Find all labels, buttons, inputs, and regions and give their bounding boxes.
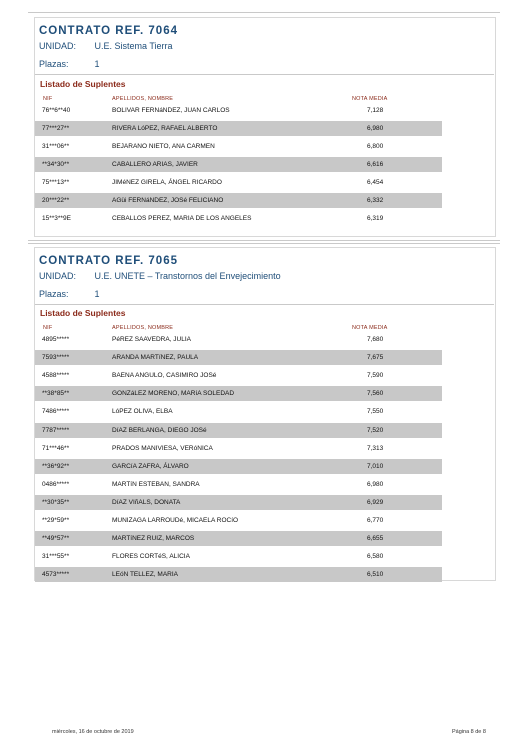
nif-cell: 7593***** bbox=[42, 354, 70, 362]
table-row bbox=[35, 332, 442, 347]
contract-title: CONTRATO REF. 7064 bbox=[39, 25, 178, 37]
name-cell: LEóN TELLEZ, MARIA bbox=[112, 571, 178, 579]
name-cell: RIVERA LóPEZ, RAFAEL ALBERTO bbox=[112, 125, 218, 132]
grade-cell: 7,590 bbox=[367, 372, 384, 380]
table-row bbox=[35, 139, 442, 154]
grade-cell: 6,929 bbox=[367, 498, 384, 506]
grade-cell: 7,010 bbox=[367, 462, 384, 470]
grade-cell: 6,510 bbox=[367, 571, 384, 579]
nif-cell: 7787***** bbox=[42, 426, 70, 434]
grade-cell: 7,560 bbox=[367, 390, 384, 398]
grade-cell: 6,454 bbox=[367, 179, 384, 186]
grade-cell: 6,980 bbox=[367, 125, 384, 132]
grade-cell: 7,128 bbox=[367, 107, 384, 114]
name-cell: ARANDA MARTíNEZ, PAULA bbox=[112, 354, 199, 362]
table-row bbox=[35, 157, 442, 172]
table-row bbox=[35, 386, 442, 401]
top-divider bbox=[28, 12, 500, 13]
nif-cell: **34*30** bbox=[42, 161, 70, 168]
contract-title: CONTRATO REF. 7065 bbox=[39, 255, 178, 267]
table-row bbox=[35, 567, 442, 582]
nif-cell: 0486***** bbox=[42, 480, 70, 488]
nif-cell: **36*92** bbox=[42, 462, 70, 470]
table-row bbox=[35, 531, 442, 546]
table-row bbox=[35, 459, 442, 474]
name-cell: LóPEZ OLIVA, ELBA bbox=[112, 408, 173, 416]
grade-cell: 6,319 bbox=[367, 215, 384, 222]
col-header-name: APELLIDOS, NOMBRE bbox=[112, 96, 174, 102]
table-row bbox=[35, 441, 442, 456]
table-row bbox=[35, 121, 442, 136]
nif-cell: **38*85** bbox=[42, 390, 70, 398]
nif-cell: **30*35** bbox=[42, 498, 70, 506]
col-header-name: APELLIDOS, NOMBRE bbox=[112, 325, 174, 331]
grade-cell: 6,770 bbox=[367, 517, 384, 524]
nif-cell: 15**3**9E bbox=[42, 215, 71, 222]
table-row bbox=[35, 513, 442, 528]
unidad-label: UNIDAD: bbox=[39, 41, 77, 51]
table-row bbox=[35, 211, 442, 226]
name-cell: BOLIVAR FERNáNDEZ, JUAN CARLOS bbox=[112, 107, 230, 114]
table-row bbox=[35, 495, 442, 510]
name-cell: DíAZ BERLANGA, DIEGO JOSé bbox=[112, 426, 207, 434]
table-row bbox=[35, 368, 442, 383]
nif-cell: 4895***** bbox=[42, 336, 70, 343]
plazas-label: Plazas: bbox=[39, 289, 69, 299]
table-row bbox=[35, 193, 442, 208]
section-divider bbox=[35, 304, 494, 305]
grade-cell: 7,550 bbox=[367, 408, 384, 416]
table-row bbox=[35, 549, 442, 564]
name-cell: MARTíN ESTEBAN, SANDRA bbox=[112, 480, 200, 488]
name-cell: PRADOS MANIVIESA, VERóNICA bbox=[112, 444, 213, 452]
grade-cell: 7,520 bbox=[367, 426, 384, 434]
name-cell: BAENA ANGULO, CASIMIRO JOSé bbox=[112, 372, 217, 380]
unidad-line bbox=[39, 41, 173, 51]
plazas-value: 1 bbox=[94, 59, 100, 69]
name-cell: CEBALLOS PEREZ, MARIA DE LOS ANGELES bbox=[112, 215, 252, 222]
name-cell: GARCíA ZAFRA, ÁLVARO bbox=[112, 462, 189, 470]
table-row bbox=[35, 423, 442, 438]
contract-divider bbox=[28, 243, 500, 244]
table-row bbox=[35, 477, 442, 492]
grade-cell: 7,313 bbox=[367, 444, 384, 452]
nif-cell: 71***46** bbox=[42, 444, 70, 452]
nif-cell: 75***13** bbox=[42, 179, 70, 186]
name-cell: FLORES CORTéS, ALICIA bbox=[112, 553, 190, 561]
nif-cell: 31***06** bbox=[42, 143, 70, 150]
section-title: Listado de Suplentes bbox=[40, 79, 126, 89]
name-cell: AGüi FERNáNDEZ, JOSé FELICIANO bbox=[112, 197, 224, 204]
contract-divider bbox=[28, 240, 500, 241]
name-cell: BEJARANO NIETO, ANA CARMEN bbox=[112, 143, 215, 150]
unidad-value: U.E. Sistema Tierra bbox=[94, 41, 173, 51]
nif-cell: 77***27** bbox=[42, 125, 70, 132]
section-title: Listado de Suplentes bbox=[40, 308, 126, 318]
plazas-label: Plazas: bbox=[39, 59, 69, 69]
grade-cell: 7,680 bbox=[367, 336, 384, 343]
col-header-grade: NOTA MEDIA bbox=[352, 96, 388, 102]
name-cell: DíAZ VIñALS, DONATA bbox=[112, 498, 181, 506]
nif-cell: **29*59** bbox=[42, 517, 70, 524]
name-cell: MARTíNEZ RUIZ, MARCOS bbox=[112, 535, 195, 543]
plazas-line bbox=[39, 289, 100, 299]
table-row bbox=[35, 103, 442, 118]
name-cell: CABALLERO ARIAS, JAVIER bbox=[112, 161, 198, 168]
name-cell: MUNIZAGA LARROUDé, MICAELA ROCíO bbox=[112, 517, 239, 524]
table-row bbox=[35, 175, 442, 190]
section-divider bbox=[35, 74, 494, 75]
name-cell: GONZáLEZ MORENO, MARíA SOLEDAD bbox=[112, 390, 235, 398]
col-header-nif: NIF bbox=[43, 325, 53, 331]
nif-cell: 31***55** bbox=[42, 553, 70, 561]
plazas-line bbox=[39, 59, 100, 69]
grade-cell: 6,800 bbox=[367, 143, 384, 150]
grade-cell: 7,675 bbox=[367, 354, 384, 362]
footer-page-number: Página 8 de 8 bbox=[452, 729, 486, 735]
nif-cell: **49*57** bbox=[42, 535, 70, 543]
name-cell: JIMéNEZ GIRELA, ÁNGEL RICARDO bbox=[112, 179, 222, 186]
unidad-label: UNIDAD: bbox=[39, 271, 77, 281]
nif-cell: 76**6**40 bbox=[42, 107, 71, 114]
nif-cell: 4588***** bbox=[42, 372, 70, 380]
unidad-value: U.E. UNETE – Transtornos del Envejecimiento bbox=[94, 271, 281, 281]
nif-cell: 4573***** bbox=[42, 571, 70, 579]
grade-cell: 6,980 bbox=[367, 480, 384, 488]
plazas-value: 1 bbox=[94, 289, 100, 299]
col-header-nif: NIF bbox=[43, 96, 53, 102]
footer-date: miércoles, 16 de octubre de 2019 bbox=[52, 729, 134, 735]
grade-cell: 6,616 bbox=[367, 161, 384, 168]
grade-cell: 6,580 bbox=[367, 553, 384, 561]
grade-cell: 6,655 bbox=[367, 535, 384, 543]
name-cell: PéREZ SAAVEDRA, JULIA bbox=[112, 336, 191, 343]
col-header-grade: NOTA MEDIA bbox=[352, 325, 388, 331]
nif-cell: 20***22** bbox=[42, 197, 70, 204]
table-row bbox=[35, 350, 442, 365]
unidad-line bbox=[39, 271, 281, 281]
nif-cell: 7486***** bbox=[42, 408, 70, 416]
grade-cell: 6,332 bbox=[367, 197, 384, 204]
table-row bbox=[35, 404, 442, 419]
